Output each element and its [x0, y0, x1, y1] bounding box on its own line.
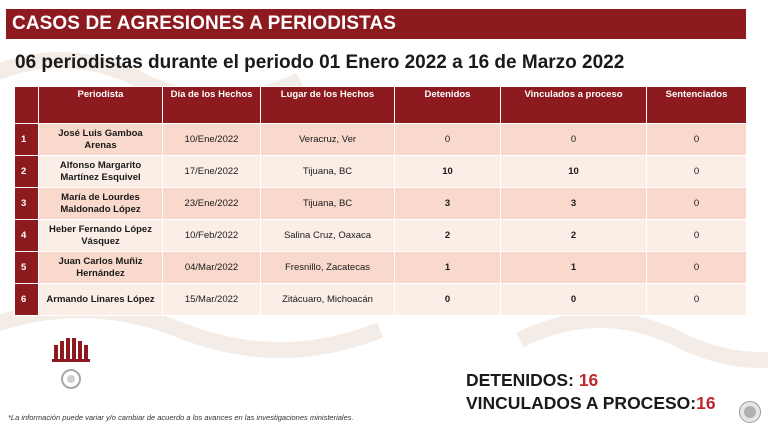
periodista-cell: Heber Fernando López Vásquez	[39, 220, 163, 252]
seal-icon	[739, 401, 761, 423]
sentenciados-cell: 0	[647, 252, 747, 284]
row-number: 6	[15, 284, 39, 316]
sentenciados-cell: 0	[647, 220, 747, 252]
column-header-vinculados: Vinculados a proceso	[501, 87, 647, 124]
periodista-cell: Juan Carlos Muñiz Hernández	[39, 252, 163, 284]
row-number: 5	[15, 252, 39, 284]
detenidos-cell: 0	[395, 284, 501, 316]
table-row	[15, 188, 747, 220]
vinculados-cell: 1	[501, 252, 647, 284]
footnote: *La información puede variar y/o cambiar de acuerdo a los avances en las investigaciones ministeriales.	[8, 413, 354, 422]
dia-cell: 17/Ene/2022	[163, 156, 261, 188]
dia-cell: 23/Ene/2022	[163, 188, 261, 220]
vinculados-cell: 3	[501, 188, 647, 220]
table-header-row	[15, 87, 747, 124]
vinculados-cell: 10	[501, 156, 647, 188]
detenidos-total-label: DETENIDOS:	[466, 370, 574, 390]
column-header-detenidos: Detenidos	[395, 87, 501, 124]
periodista-cell: Alfonso Margarito Martínez Esquivel	[39, 156, 163, 188]
vinculados-total	[466, 392, 716, 415]
table-row	[15, 156, 747, 188]
sentenciados-cell: 0	[647, 156, 747, 188]
detenidos-cell: 3	[395, 188, 501, 220]
totals-panel	[466, 369, 716, 415]
lugar-cell: Zitácuaro, Michoacán	[261, 284, 395, 316]
header-bar	[6, 9, 746, 39]
row-number: 4	[15, 220, 39, 252]
detenidos-total	[466, 369, 716, 392]
table-row	[15, 252, 747, 284]
row-number: 2	[15, 156, 39, 188]
periodista-cell: José Luis Gamboa Arenas	[39, 124, 163, 156]
table-row	[15, 220, 747, 252]
column-header-periodista: Periodista	[39, 87, 163, 124]
row-number: 1	[15, 124, 39, 156]
table-row	[15, 124, 747, 156]
vinculados-cell: 2	[501, 220, 647, 252]
vinculados-cell: 0	[501, 284, 647, 316]
detenidos-total-value: 16	[578, 370, 599, 390]
periodista-cell: Armando Linares López	[39, 284, 163, 316]
column-header-lugar: Lugar de los Hechos	[261, 87, 395, 124]
lugar-cell: Tijuana, BC	[261, 188, 395, 220]
dia-cell: 15/Mar/2022	[163, 284, 261, 316]
detenidos-cell: 0	[395, 124, 501, 156]
sentenciados-cell: 0	[647, 124, 747, 156]
vinculados-cell: 0	[501, 124, 647, 156]
dia-cell: 10/Feb/2022	[163, 220, 261, 252]
row-number: 3	[15, 188, 39, 220]
sentenciados-cell: 0	[647, 284, 747, 316]
lugar-cell: Fresnillo, Zacatecas	[261, 252, 395, 284]
detenidos-cell: 10	[395, 156, 501, 188]
government-emblem-logo	[50, 335, 92, 395]
detenidos-cell: 2	[395, 220, 501, 252]
cases-table	[14, 86, 747, 316]
dia-cell: 04/Mar/2022	[163, 252, 261, 284]
column-header-dia: Día de los Hechos	[163, 87, 261, 124]
lugar-cell: Tijuana, BC	[261, 156, 395, 188]
column-header-sentenciados: Sentenciados	[647, 87, 747, 124]
periodista-cell: María de Lourdes Maldonado López	[39, 188, 163, 220]
sentenciados-cell: 0	[647, 188, 747, 220]
lugar-cell: Veracruz, Ver	[261, 124, 395, 156]
vinculados-total-value: 16	[696, 393, 716, 413]
lugar-cell: Salina Cruz, Oaxaca	[261, 220, 395, 252]
dia-cell: 10/Ene/2022	[163, 124, 261, 156]
page-title: CASOS DE AGRESIONES A PERIODISTAS	[12, 13, 397, 34]
detenidos-cell: 1	[395, 252, 501, 284]
vinculados-total-label: VINCULADOS A PROCESO:	[466, 393, 697, 413]
table-row	[15, 284, 747, 316]
subtitle: 06 periodistas durante el periodo 01 Enero 2022 a 16 de Marzo 2022	[15, 52, 625, 73]
column-header-num	[15, 87, 39, 124]
